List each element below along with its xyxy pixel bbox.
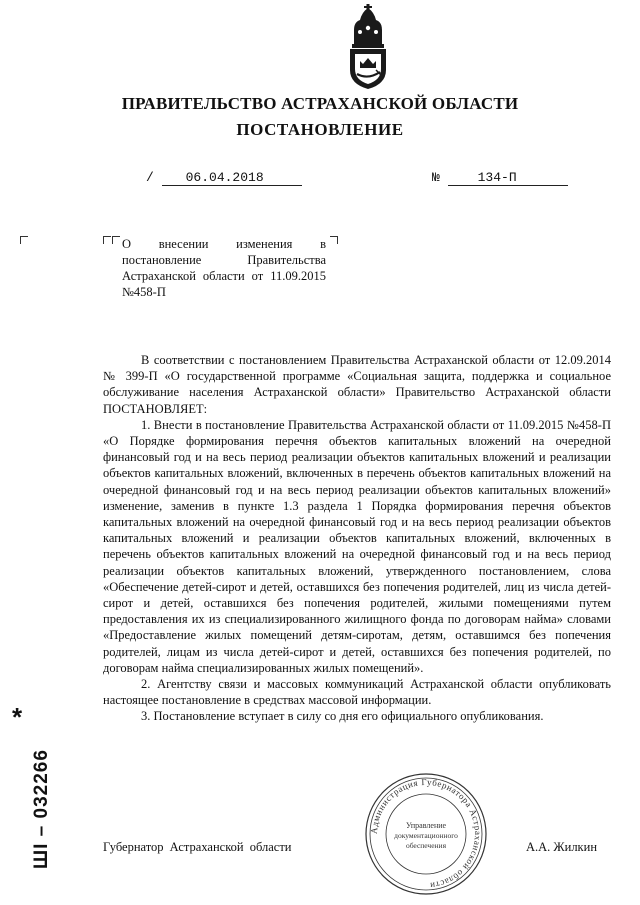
side-registration-code: ШI – 032266 xyxy=(31,749,52,869)
corner-mark-left xyxy=(20,236,28,244)
body-paragraph-2: 2. Агентству связи и массовых коммуникаций Астраханской области опубликовать настоящее постановление в средствах массовой информации. xyxy=(103,677,611,708)
number-value: 134-П xyxy=(448,170,568,186)
corner-mark-subject-left-2 xyxy=(112,236,120,244)
body-paragraph-3: 3. Постановление вступает в силу со дня его официального опубликования. xyxy=(141,709,544,724)
seal-ring-text: Администрация Губернатора Астраханской области xyxy=(368,776,484,891)
seal-center-line-3: обеспечения xyxy=(405,841,447,850)
document-subject: О внесении изменения в постановление Правительства Астраханской области от 11.09.2015 №458-П xyxy=(122,237,326,299)
organization-title: ПРАВИТЕЛЬСТВО АСТРАХАНСКОЙ ОБЛАСТИ xyxy=(121,94,519,113)
corner-mark-subject-left xyxy=(103,236,111,244)
seal-center-line-1: Управление xyxy=(405,821,447,830)
coat-of-arms-emblem xyxy=(340,4,396,90)
official-seal-stamp xyxy=(364,772,488,896)
document-body xyxy=(103,352,611,725)
corner-mark-subject-right xyxy=(330,236,338,244)
date-value: 06.04.2018 xyxy=(162,170,302,186)
number-prefix: № xyxy=(432,170,440,185)
side-mark-asterisk: * xyxy=(12,702,23,732)
document-date xyxy=(146,170,302,186)
document-number xyxy=(432,170,568,186)
date-prefix: / xyxy=(146,170,154,185)
seal-center-line-2: документационного xyxy=(394,831,458,840)
document-type-title: ПОСТАНОВЛЕНИЕ xyxy=(236,120,404,139)
body-paragraph-preamble: В соответствии с постановлением Правительства Астраханской области от 12.09.2014 № 399-П «О государственной программе «Социальная защита, поддержка и социальное обслуживание населения Астраханской области» Правительство Астраханской области ПОСТАНОВЛЯЕТ: xyxy=(103,353,611,416)
signatory-title: Губернатор Астраханской области xyxy=(103,840,292,854)
body-paragraph-1: 1. Внести в постановление Правительства Астраханской области от 11.09.2015 №458-П «О Порядке формирования перечня объектов капитальных вложений на очередной финансовый год и на весь период реализации объектов капитальных вложений и реализации объектов капитальных вложений, включенных в перечень объектов капитальных вложений на очередной финансовый год и на весь период реализации объектов капитальных вложений» изменение, заменив в пункте 1.3 раздела 1 Порядка формирования перечня объектов капитальных вложений на очередной финансовый год и на весь период реализации объектов капитальных вложений и реализации объектов капитальных вложений, включенных в перечень объектов капитальных вложений на очередной финансовый год и на весь период реализации объектов капитальных вложений, утвержденного постановлением, слова «Обеспечение детей-сирот и детей, оставшихся без попечения родителей, лиц из числа детей-сирот и детей, оставшихся без попечения родителей, жилыми помещениями путем предоставления их из специализированного жилищного фонда по договорам найма» словами «Предоставление жилых помещений детям-сиротам, детям, оставшимся без попечения родителей, лицам из числа детей-сирот и детей, оставшихся без попечения родителей, по договорам найма специализированных жилых помещений». xyxy=(103,417,611,675)
signatory-name: А.А. Жилкин xyxy=(526,840,598,854)
